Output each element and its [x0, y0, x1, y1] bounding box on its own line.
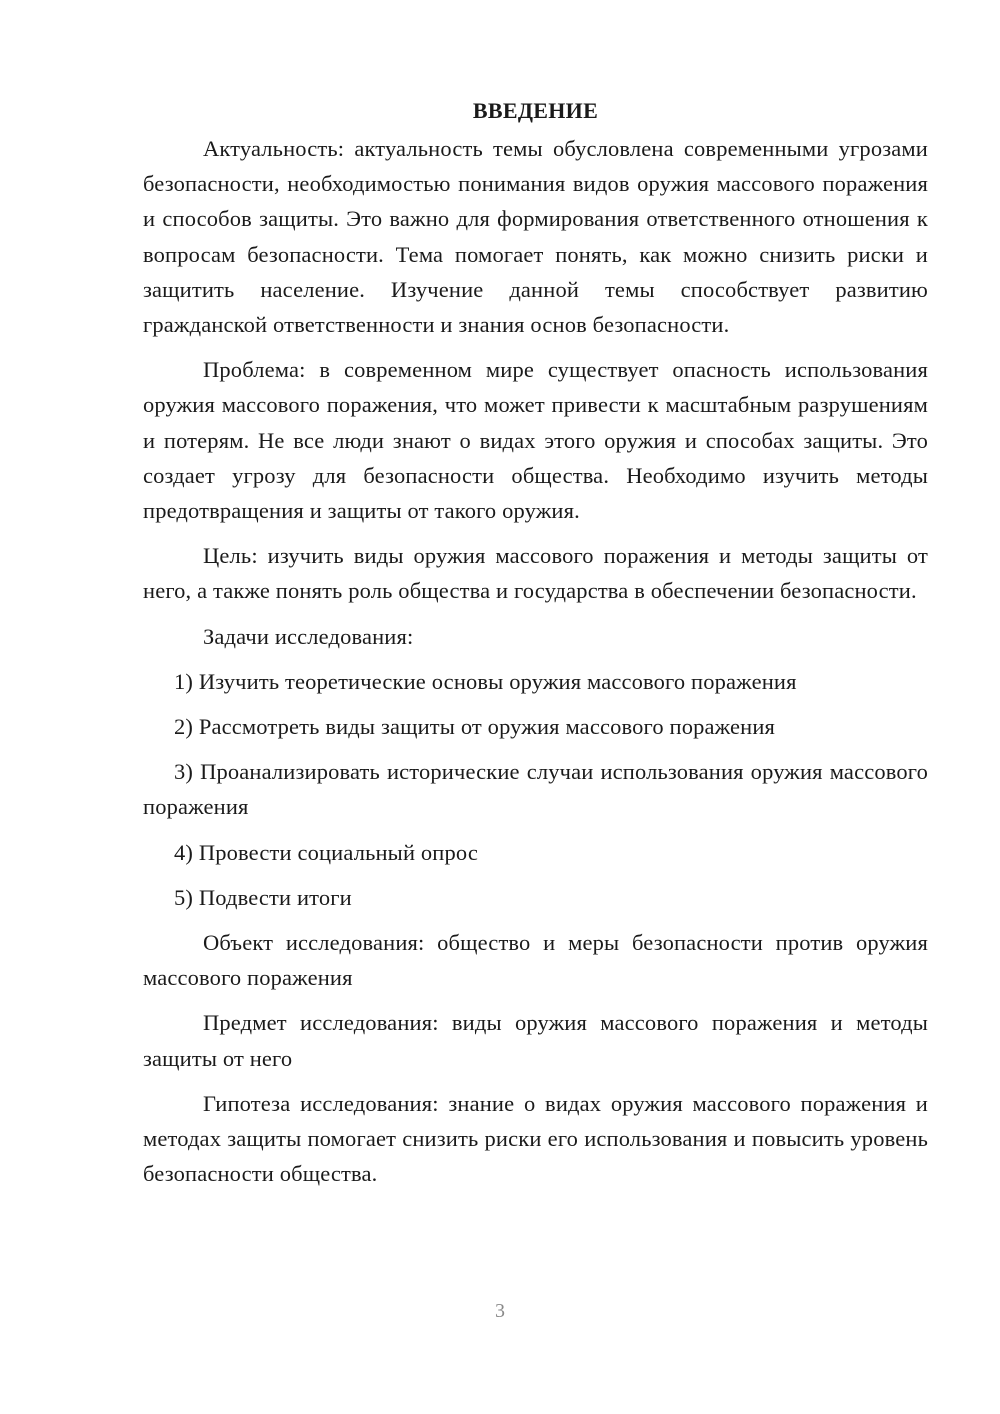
- page-number: 3: [495, 1300, 505, 1322]
- goal-paragraph: Цель: изучить виды оружия массового поражения и методы защиты от него, а также понять роль общества и государства в обеспечении безопасности.: [143, 543, 928, 604]
- hypothesis-paragraph: Гипотеза исследования: знание о видах оружия массового поражения и методах защиты помогает снизить риски его использования и повысить уровень безопасности общества.: [143, 1090, 928, 1187]
- task-item-3: 3) Проанализировать исторические случаи использования оружия массового поражения: [143, 759, 928, 820]
- object-paragraph: Объект исследования: общество и меры безопасности против оружия массового поражения: [143, 930, 928, 991]
- task-item-5: 5) Подвести итоги: [174, 884, 352, 910]
- problem-paragraph: Проблема: в современном мире существует опасность использования оружия массового поражения, что может привести к масштабным разрушениям и потерям. Не все люди знают о видах этого оружия и способах защиты. Это создает угрозу для безопасности общества. Необходимо изучить методы предотвращения и защиты от такого оружия.: [143, 357, 928, 524]
- tasks-heading: Задачи исследования:: [203, 623, 414, 649]
- task-item-1: 1) Изучить теоретические основы оружия массового поражения: [174, 668, 797, 694]
- task-item-4: 4) Провести социальный опрос: [174, 839, 478, 865]
- subject-paragraph: Предмет исследования: виды оружия массового поражения и методы защиты от него: [143, 1010, 928, 1071]
- page-title: ВВЕДЕНИЕ: [472, 98, 599, 123]
- relevance-paragraph: Актуальность: актуальность темы обусловлена современными угрозами безопасности, необходимостью понимания видов оружия массового поражения и способов защиты. Это важно для формирования ответственного отношения к вопросам безопасности. Тема помогает понять, как можно снизить риски и защитить население. Изучение данной темы способствует развитию гражданской ответственности и знания основ безопасности.: [143, 136, 928, 338]
- document-page: [143, 93, 928, 1201]
- task-item-2: 2) Рассмотреть виды защиты от оружия массового поражения: [174, 714, 776, 740]
